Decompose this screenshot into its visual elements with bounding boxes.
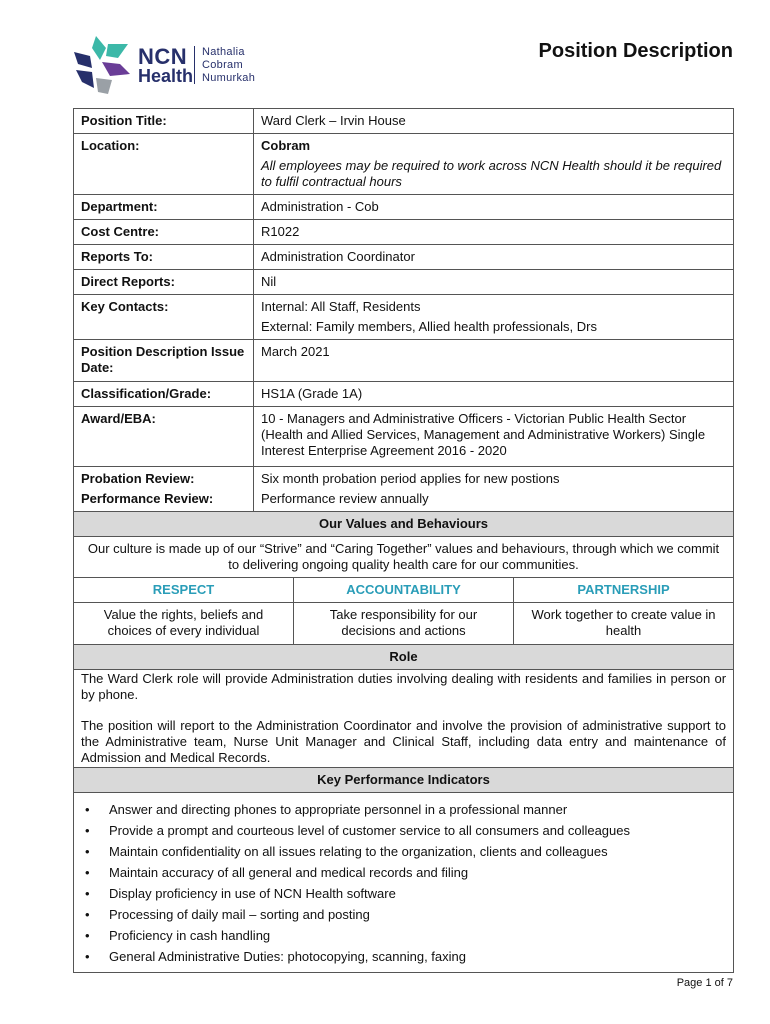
row-values-text — [74, 603, 734, 645]
value-name-partnership: PARTNERSHIP — [514, 578, 734, 603]
value-text-partnership: Work together to create value in health — [514, 603, 734, 645]
position-table — [73, 108, 734, 973]
value-cost-centre: R1022 — [254, 220, 734, 245]
row-cost-centre — [74, 220, 734, 245]
kpi-item-text: Display proficiency in use of NCN Health software — [109, 886, 396, 901]
page-number: Page 1 of 7 — [676, 977, 733, 989]
value-issue-date: March 2021 — [254, 340, 734, 382]
label-reports-to: Reports To: — [74, 245, 254, 270]
row-department — [74, 195, 734, 220]
label-probation-review: Probation Review: — [81, 471, 195, 486]
row-direct-reports — [74, 270, 734, 295]
value-key-contacts-cell — [254, 295, 734, 340]
kpi-item-text: Proficiency in cash handling — [109, 928, 271, 943]
row-role-heading — [74, 645, 734, 670]
ncn-health-logo — [72, 34, 272, 96]
kpi-item-text: Processing of daily mail – sorting and posting — [109, 907, 370, 922]
row-location — [74, 134, 734, 195]
row-kpi-heading — [74, 768, 734, 793]
logo-brand-ncn: NCN — [138, 44, 188, 69]
kpi-item-text: Maintain accuracy of all general and medical records and filing — [109, 865, 469, 880]
label-direct-reports: Direct Reports: — [74, 270, 254, 295]
kpi-item-text: General Administrative Duties: photocopying, scanning, faxing — [109, 949, 466, 964]
role-body — [74, 670, 734, 768]
row-reviews — [74, 467, 734, 512]
kpi-item-text: Provide a prompt and courteous level of customer service to all consumers and colleagues — [109, 823, 630, 838]
list-item — [85, 823, 726, 839]
label-classification: Classification/Grade: — [74, 382, 254, 407]
bullet-icon: • — [85, 928, 90, 943]
value-name-accountability: ACCOUNTABILITY — [294, 578, 514, 603]
document-title: Position Description — [538, 40, 733, 62]
value-performance-review: Performance review annually — [261, 491, 429, 506]
row-classification — [74, 382, 734, 407]
bullet-icon: • — [85, 823, 90, 838]
label-performance-review: Performance Review: — [81, 491, 214, 506]
bullet-icon: • — [85, 865, 90, 880]
bullet-icon: • — [85, 802, 90, 817]
kpi-item-text: Maintain confidentiality on all issues relating to the organization, clients and colleagues — [109, 844, 608, 859]
list-item — [85, 886, 726, 902]
label-award: Award/EBA: — [74, 407, 254, 467]
list-item — [85, 802, 726, 818]
value-text-accountability: Take responsibility for our decisions and actions — [294, 603, 514, 645]
row-values-names — [74, 578, 734, 603]
value-text-respect: Value the rights, beliefs and choices of every individual — [74, 603, 294, 645]
row-role-body — [74, 670, 734, 768]
value-reviews-cell — [254, 467, 734, 512]
list-item — [85, 907, 726, 923]
bullet-icon: • — [85, 907, 90, 922]
values-intro: Our culture is made up of our “Strive” and “Caring Together” values and behaviours, through which we commit to delivering ongoing quality health care for our communities. — [74, 537, 734, 578]
bullet-icon: • — [85, 886, 90, 901]
kpi-item-text: Answer and directing phones to appropriate personnel in a professional manner — [109, 802, 568, 817]
value-key-contacts-internal: Internal: All Staff, Residents — [261, 299, 421, 314]
role-paragraph-2: The position will report to the Administration Coordinator and involve the provision of administrative support to the Administrative team, Nurse Unit Manager and Clinical Staff, including data entry and maintenance of Admission and Medical Records. — [81, 718, 727, 765]
row-issue-date — [74, 340, 734, 382]
value-department: Administration - Cob — [254, 195, 734, 220]
logo-location-numurkah: Numurkah — [202, 72, 256, 84]
role-paragraph-1: The Ward Clerk role will provide Administration duties involving dealing with residents and families in person or by phone. — [81, 671, 727, 702]
value-probation-review: Six month probation period applies for new postions — [261, 471, 560, 486]
row-key-contacts — [74, 295, 734, 340]
location-note: All employees may be required to work across NCN Health should it be required to fulfil contractual hours — [261, 158, 722, 189]
row-kpi-list — [74, 793, 734, 973]
logo-location-nathalia: Nathalia — [202, 46, 245, 58]
bullet-icon: • — [85, 844, 90, 859]
list-item — [85, 928, 726, 944]
role-heading: Role — [74, 645, 734, 670]
row-reports-to — [74, 245, 734, 270]
values-heading: Our Values and Behaviours — [74, 512, 734, 537]
row-values-intro — [74, 537, 734, 578]
value-location: Cobram — [261, 138, 311, 153]
list-item — [85, 949, 726, 965]
label-cost-centre: Cost Centre: — [74, 220, 254, 245]
logo-location-cobram: Cobram — [202, 59, 243, 71]
label-reviews-cell — [74, 467, 254, 512]
list-item — [85, 844, 726, 860]
kpi-list — [81, 802, 726, 965]
value-award: 10 - Managers and Administrative Officers - Victorian Public Health Sector (Health and Allied Services, Management and Administrative Workers) Single Interest Enterprise Agreement 2016 - 2020 — [254, 407, 734, 467]
value-location-cell — [254, 134, 734, 195]
ncn-leaf-logo-icon — [72, 34, 134, 96]
row-position-title — [74, 109, 734, 134]
label-location: Location: — [74, 134, 254, 195]
kpi-list-cell — [74, 793, 734, 973]
value-name-respect: RESPECT — [74, 578, 294, 603]
value-position-title: Ward Clerk – Irvin House — [254, 109, 734, 134]
label-key-contacts: Key Contacts: — [74, 295, 254, 340]
list-item — [85, 865, 726, 881]
value-reports-to: Administration Coordinator — [254, 245, 734, 270]
logo-divider — [194, 46, 195, 84]
label-department: Department: — [74, 195, 254, 220]
value-classification: HS1A (Grade 1A) — [254, 382, 734, 407]
row-award — [74, 407, 734, 467]
label-issue-date: Position Description Issue Date: — [74, 340, 254, 382]
value-key-contacts-external: External: Family members, Allied health professionals, Drs — [261, 319, 597, 334]
kpi-heading: Key Performance Indicators — [74, 768, 734, 793]
row-values-heading — [74, 512, 734, 537]
value-direct-reports: Nil — [254, 270, 734, 295]
bullet-icon: • — [85, 949, 90, 964]
label-position-title: Position Title: — [74, 109, 254, 134]
logo-brand-health: Health — [138, 66, 194, 86]
